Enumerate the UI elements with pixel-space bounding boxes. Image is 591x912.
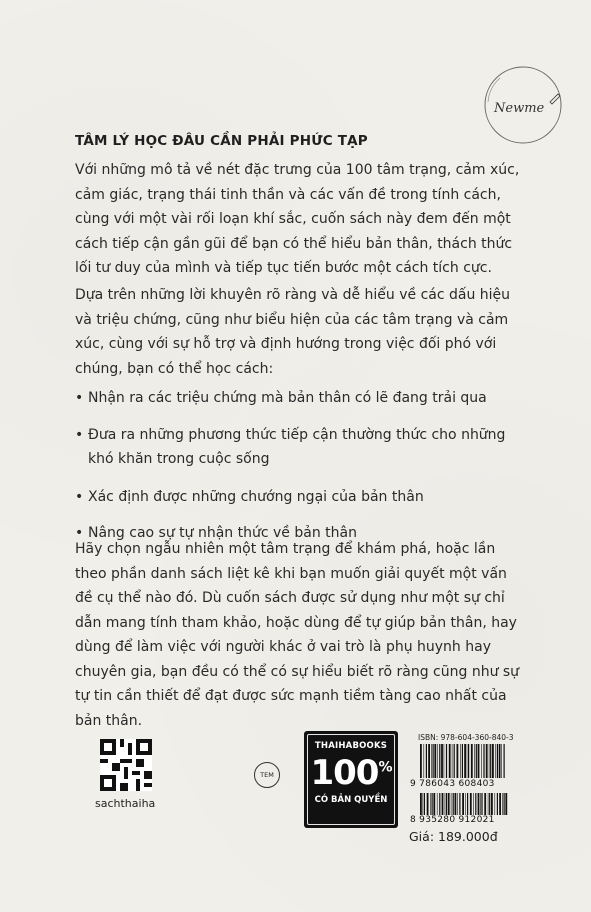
barcode-bar — [446, 744, 447, 778]
barcode-bar — [420, 793, 422, 815]
barcode-bar — [453, 793, 454, 815]
barcode-bar — [491, 793, 493, 815]
barcode-bar — [501, 744, 502, 778]
barcode-bar — [478, 793, 480, 815]
qr-label: sachthaiha — [95, 797, 156, 810]
list-item: • Nhận ra các triệu chứng mà bản thân có lẽ đang trải qua — [75, 386, 520, 411]
barcode-bar — [439, 793, 440, 815]
logo-text: Newme — [494, 101, 545, 116]
ean-barcode-number: 8 935280 912021 — [410, 815, 495, 825]
barcode-bar — [497, 793, 498, 815]
barcode-bar — [424, 744, 425, 778]
barcode-bar — [437, 744, 438, 778]
barcode-bar — [433, 793, 435, 815]
barcode-bar — [505, 793, 507, 815]
publisher-100 — [304, 753, 398, 793]
barcode-bar — [441, 744, 443, 778]
section-heading: TÂM LÝ HỌC ĐÂU CẦN PHẢI PHỨC TẠP — [75, 133, 368, 149]
publisher-percent: % — [378, 759, 392, 776]
barcode-bar — [504, 793, 505, 815]
barcode-bar — [489, 793, 490, 815]
barcode-bar — [467, 793, 468, 815]
learn-paragraph: Dựa trên những lời khuyên rõ ràng và dễ hiểu về các dấu hiệu và triệu chứng, cũng như biểu hiện của các tâm trạng và cảm xúc, cùng với sự hỗ trợ và định hướng trong việc đối phó với chúng, bạn có thể học cách: — [75, 287, 511, 377]
barcode-bar — [452, 744, 453, 778]
barcode-bar — [495, 793, 496, 815]
barcode-bar — [495, 744, 496, 778]
barcode-bar — [451, 793, 452, 815]
barcode-bar — [433, 744, 434, 778]
publisher-name: THAIHABOOKS — [314, 741, 388, 751]
list-item: • Nâng cao sự tự nhận thức về bản thân — [75, 521, 520, 546]
learning-list — [75, 386, 520, 558]
barcode-bar — [430, 793, 431, 815]
barcode-bar — [481, 793, 482, 815]
barcode-bar — [424, 793, 425, 815]
barcode-bar — [420, 744, 422, 778]
barcode-bar — [483, 744, 484, 778]
barcode-bar — [486, 744, 488, 778]
isbn-label: ISBN: 978-604-360-840-3 — [418, 733, 514, 742]
barcode-bar — [455, 793, 457, 815]
barcode-bar — [439, 744, 440, 778]
barcode-bar — [457, 793, 458, 815]
newme-logo — [480, 62, 566, 148]
qr-code-icon — [100, 739, 152, 791]
barcode-bar — [427, 793, 429, 815]
barcode-bar — [462, 793, 464, 815]
barcode-bar — [480, 793, 481, 815]
qr-code — [100, 739, 152, 791]
isbn-barcode-number: 9 786043 608403 — [410, 779, 495, 789]
newme-logo-icon — [480, 62, 566, 148]
list-item: • Xác định được những chướng ngại của bản thân — [75, 485, 520, 510]
barcode-bar — [423, 793, 424, 815]
barcode-bar — [437, 793, 438, 815]
publisher-badge — [304, 731, 398, 828]
barcode-bar — [432, 793, 433, 815]
barcode-bar — [446, 793, 447, 815]
barcode-bar — [490, 744, 491, 778]
barcode-bar — [476, 744, 477, 778]
barcode-bar — [457, 744, 459, 778]
barcode-bar — [478, 744, 480, 778]
closing-paragraph: Hãy chọn ngẫu nhiên một tâm trạng để khám phá, hoặc lần theo phần danh sách liệt kê khi bạn muốn giải quyết một vấn đề cụ thể nào đó. Dù cuốn sách được sử dụng như một sự chỉ dẫn mang tính tham khảo, hoặc dùng để tự giúp bản thân, hay dùng để làm việc với người khác ở vai trò là phụ huynh hay chuyên gia, bạn đều có thể có sự hiểu biết rõ ràng cũng như sự tự tin cần thiết để đạt được sức mạnh tiềm tàng cao nhất của bản thân. — [75, 541, 520, 729]
barcode-bar — [445, 793, 446, 815]
barcode-bar — [499, 744, 501, 778]
barcode-bar — [488, 793, 489, 815]
barcode-bar — [481, 744, 482, 778]
barcode-bar — [492, 744, 494, 778]
barcode-bar — [467, 744, 468, 778]
barcode-bar — [448, 793, 450, 815]
barcode-bar — [471, 744, 473, 778]
barcode-bar — [426, 744, 427, 778]
barcode-bar — [428, 744, 430, 778]
barcode-bar — [489, 744, 490, 778]
barcode-bar — [475, 793, 476, 815]
barcode-bar — [468, 744, 469, 778]
barcode-bar — [473, 793, 474, 815]
barcode-bar — [460, 744, 461, 778]
barcode-bar — [462, 744, 463, 778]
publisher-copyright: CÓ BẢN QUYỀN — [314, 795, 388, 805]
barcode-bar — [502, 793, 503, 815]
barcode-bar — [442, 793, 444, 815]
price-label: Giá: 189.000đ — [409, 829, 498, 844]
barcode-bar — [499, 793, 501, 815]
barcode-bar — [484, 793, 486, 815]
barcode-bar — [434, 744, 436, 778]
barcode-bar — [474, 744, 475, 778]
barcode-bar — [470, 793, 472, 815]
barcode-bar — [459, 793, 460, 815]
barcode-bar — [464, 744, 466, 778]
barcode-bar — [431, 744, 432, 778]
publisher-number: 100 — [310, 753, 379, 793]
barcode-bar — [444, 744, 445, 778]
list-item: • Đưa ra những phương thức tiếp cận thường thức cho những khó khăn trong cuộc sống — [75, 423, 520, 472]
barcode-bar — [454, 744, 455, 778]
intro-paragraph: Với những mô tả về nét đặc trưng của 100 tâm trạng, cảm xúc, cảm giác, trạng thái tinh thần và các vấn đề trong tính cách, cùng với một vài rối loạn khí sắc, cuốn sách này đem đến một cách tiếp cận gần gũi để bạn có thể hiểu bản thân, thách thức lối tư duy của mình và tiếp tục tiến bước một cách tích cực. — [75, 162, 520, 276]
barcode-bar — [497, 744, 498, 778]
barcode-bar — [504, 744, 505, 778]
tem-stamp: TEM — [254, 762, 280, 788]
barcode-bar — [465, 793, 466, 815]
barcode-bar — [449, 744, 451, 778]
